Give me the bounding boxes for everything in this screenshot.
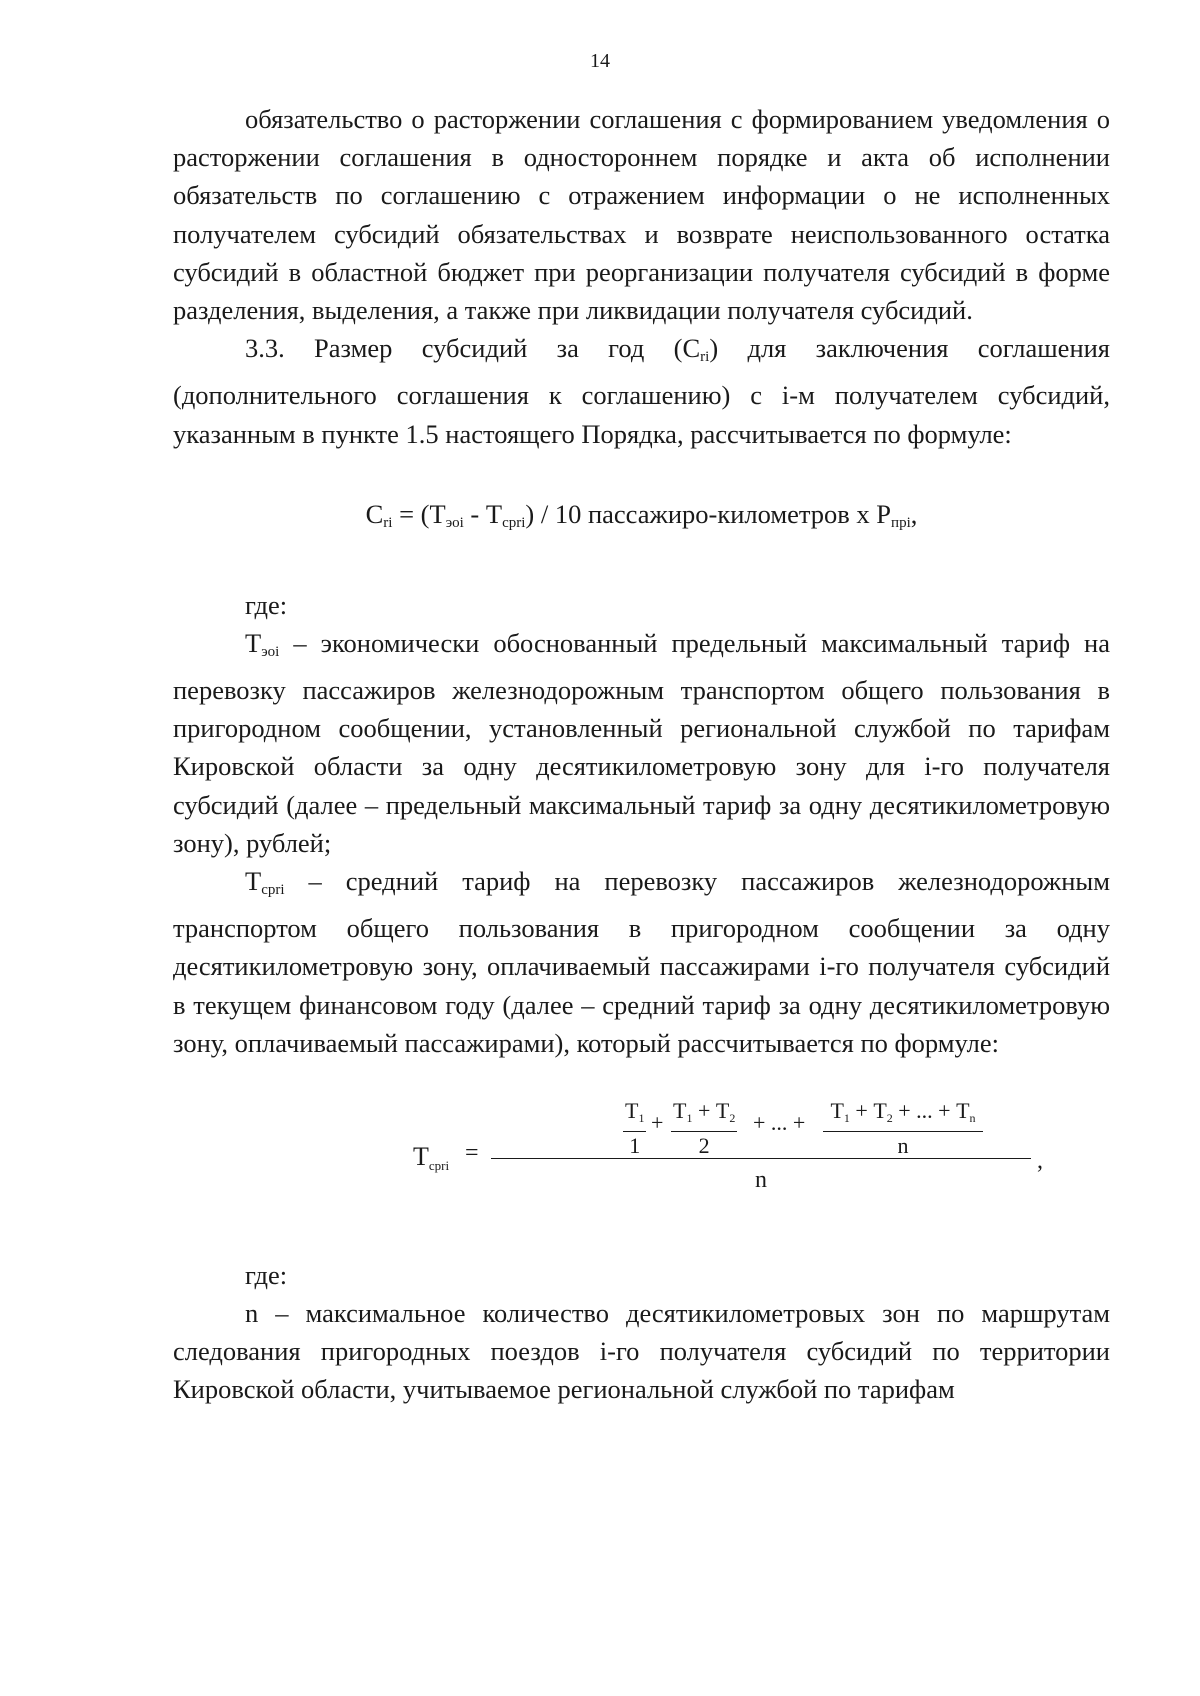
- formula-main-numerator: [491, 1092, 1031, 1158]
- formula-symbol: Т: [673, 1098, 687, 1124]
- formula-text: - Т: [463, 498, 503, 529]
- subscript: срri: [261, 882, 285, 899]
- formula-plus: +: [651, 1110, 664, 1136]
- fraction-term-n: [823, 1098, 983, 1160]
- fraction-denominator: 1: [629, 1133, 641, 1159]
- formula-symbol: Т: [873, 1098, 887, 1124]
- formula-text: +: [849, 1098, 874, 1124]
- subscript: ri: [700, 349, 710, 366]
- paragraph-average-tariff: [173, 862, 1110, 1062]
- formula-text: + ... +: [892, 1098, 957, 1124]
- variable: Т: [245, 627, 262, 658]
- formula-comma: ,: [1037, 1148, 1043, 1175]
- formula-symbol: С: [365, 498, 384, 529]
- formula-text: = (Т: [392, 498, 446, 529]
- subscript: прi: [891, 514, 911, 531]
- formula-symbol: Т: [830, 1098, 844, 1124]
- fraction-term-1: [623, 1098, 646, 1160]
- formula-text: +: [692, 1098, 716, 1124]
- formula-text: ,: [910, 498, 918, 529]
- fraction-numerator: [823, 1098, 983, 1132]
- paragraph-termination: обязательство о расторжении соглашения с формированием уведомления о расторжении соглашения в одностороннем порядке и акта об исполнении обязательств по соглашению с отражением информации о не исполненных получателем субсидий обязательствах и возврате неиспользованного остатка субсидий в областной бюджет при реорганизации получателя субсидий в форме разделения, выделения, а также при ликвидации получателя субсидий.: [173, 104, 1110, 326]
- paragraph-subsidy-size: [173, 329, 1110, 453]
- variable: Т: [245, 866, 262, 897]
- subscript: эоi: [261, 643, 280, 660]
- subscript: 1: [638, 1111, 645, 1126]
- fraction-denominator: n: [897, 1133, 909, 1159]
- text: ) для заключения соглашения (дополнительного соглашения к соглашению) с i-м получателем субсидий, указанным в пункте 1.5 настоящего Порядка, рассчитывается по формуле:: [173, 333, 1110, 449]
- formula-symbol: Т: [625, 1098, 639, 1124]
- subscript: эоi: [445, 514, 464, 531]
- subscript: 2: [729, 1111, 736, 1126]
- where-label: где:: [245, 589, 288, 620]
- text: – экономически обоснованный предельный максимальный тариф на перевозку пассажиров железнодорожным транспортом общего пользования в пригородном сообщении, установленный региональной службой по тарифам Кировской области за одну десятикилометровую зону для i-го получателя субсидий (далее – предельный максимальный тариф за одну десятикилометровую зону), рублей;: [173, 627, 1110, 858]
- text: 3.3. Размер субсидий за год (С: [245, 333, 701, 364]
- formula-dots: + ... +: [753, 1110, 806, 1136]
- formula-text: ) / 10 пассажиро-километров х Р: [525, 498, 892, 529]
- subscript: ri: [383, 514, 393, 531]
- paragraph-zones-count: n – максимальное количество десятикилометровых зон по маршрутам следования пригородных поездов i-го получателя субсидий по территории Кировской области, учитываемое региональной службой по тарифам: [173, 1298, 1110, 1405]
- formula-subsidy: [173, 495, 1110, 542]
- subscript: 1: [686, 1111, 693, 1126]
- subscript: срri: [502, 514, 526, 531]
- subscript: 1: [843, 1111, 850, 1126]
- subscript: n: [969, 1111, 976, 1126]
- formula-symbol: Т: [715, 1098, 730, 1124]
- formula-symbol: Т: [956, 1098, 970, 1124]
- document-body: [173, 100, 1110, 1409]
- fraction-term-2: [671, 1098, 737, 1160]
- formula-main-fraction: [491, 1092, 1031, 1194]
- formula-main-denominator: n: [755, 1167, 767, 1194]
- fraction-numerator: [671, 1098, 737, 1132]
- formula-average-tariff: [173, 1092, 1110, 1222]
- paragraph-max-tariff: [173, 624, 1110, 862]
- where-label: где:: [245, 1260, 288, 1291]
- formula-symbol: Т: [413, 1142, 429, 1172]
- subscript: срri: [428, 1158, 450, 1174]
- formula-equals: =: [465, 1140, 479, 1167]
- formula-lhs: [413, 1142, 449, 1174]
- fraction-numerator: [623, 1098, 646, 1132]
- subscript: 2: [886, 1111, 893, 1126]
- fraction-denominator: 2: [698, 1133, 710, 1159]
- page-number: 14: [590, 50, 610, 72]
- text: – средний тариф на перевозку пассажиров железнодорожным транспортом общего пользования в пригородном сообщении за одну десятикилометровую зону, оплачиваемый пассажирами i-го получателя субсидий в текущем финансовом году (далее – средний тариф за одну десятикилометровую зону, оплачиваемый пассажирами), который рассчитывается по формуле:: [173, 866, 1110, 1058]
